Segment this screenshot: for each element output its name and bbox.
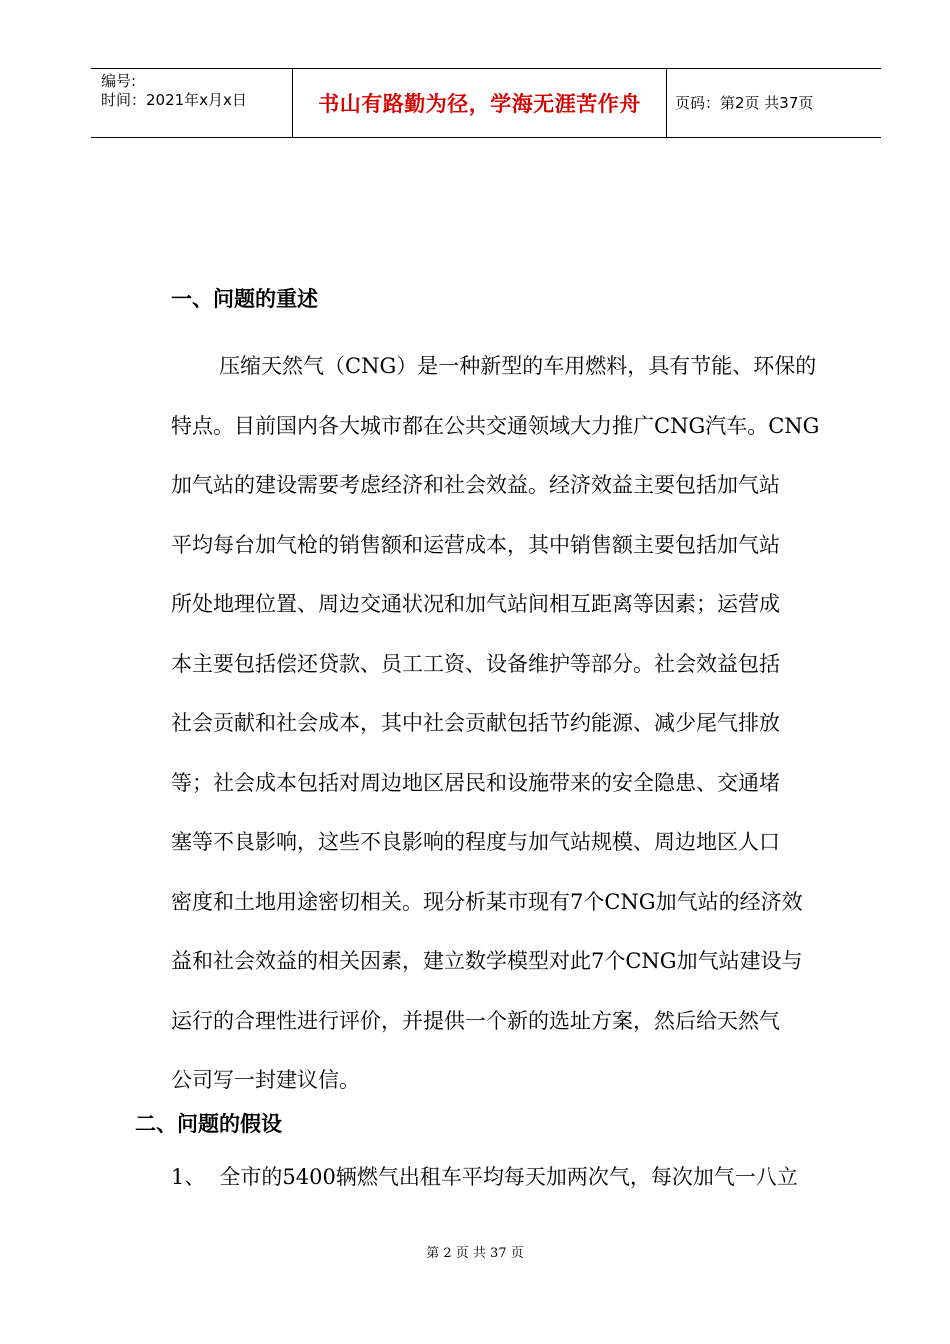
paragraph-line: 塞等不良影响，这些不良影响的程度与加气站规模、周边地区人口 (171, 830, 780, 854)
paragraph-line: 运行的合理性进行评价，并提供一个新的选址方案，然后给天然气 (171, 1008, 780, 1033)
paragraph-line: 社会贡献和社会成本，其中社会贡献包括节约能源、减少尾气排放 (171, 711, 780, 735)
paragraph-line: 加气站的建设需要考虑经济和社会效益。经济效益主要包括加气站 (171, 473, 780, 497)
section-heading-assumptions: 二、问题的假设 (135, 1112, 282, 1136)
restatement-paragraph (171, 337, 843, 1111)
assumption-number: 1、 (171, 1165, 206, 1189)
paragraph-line: 密度和土地用途密切相关。现分析某市现有7个CNG加气站的经济效 (171, 889, 803, 914)
assumption-item (171, 1162, 798, 1192)
document-time-label: 时间：2021年x月x日 (101, 91, 247, 109)
paragraph-line: 压缩天然气（CNG）是一种新型的车用燃料，具有节能、环保的 (219, 354, 817, 378)
paragraph-line: 等；社会成本包括对周边地区居民和设施带来的安全隐患、交通堵 (171, 770, 780, 795)
assumption-text: 全市的5400辆燃气出租车平均每天加两次气，每次加气一八立 (219, 1165, 798, 1189)
header-motto: 书山有路勤为径，学海无涯苦作舟 (318, 92, 641, 116)
header-page-info: 页码：第2页 共37页 (675, 94, 814, 112)
paragraph-line: 所处地理位置、周边交通状况和加气站间相互距离等因素；运营成 (171, 592, 780, 616)
paragraph-line: 特点。目前国内各大城市都在公共交通领域大力推广CNG汽车。CNG (171, 413, 820, 438)
paragraph-line: 平均每台加气枪的销售额和运营成本，其中销售额主要包括加气站 (171, 532, 780, 557)
header-page-cell (666, 69, 881, 137)
page-footer: 第 2 页 共 37 页 (426, 1246, 524, 1261)
paragraph-line: 益和社会效益的相关因素，建立数学模型对此7个CNG加气站建设与 (171, 949, 803, 973)
paragraph-line: 本主要包括偿还贷款、员工工资、设备维护等部分。社会效益包括 (171, 651, 780, 676)
paragraph-line: 公司写一封建议信。 (171, 1068, 360, 1092)
header-meta-cell (91, 69, 292, 137)
header-table (91, 68, 881, 138)
header-motto-cell (292, 69, 667, 137)
document-number-label: 编号: (101, 72, 137, 90)
section-heading-restatement: 一、问题的重述 (171, 287, 318, 311)
